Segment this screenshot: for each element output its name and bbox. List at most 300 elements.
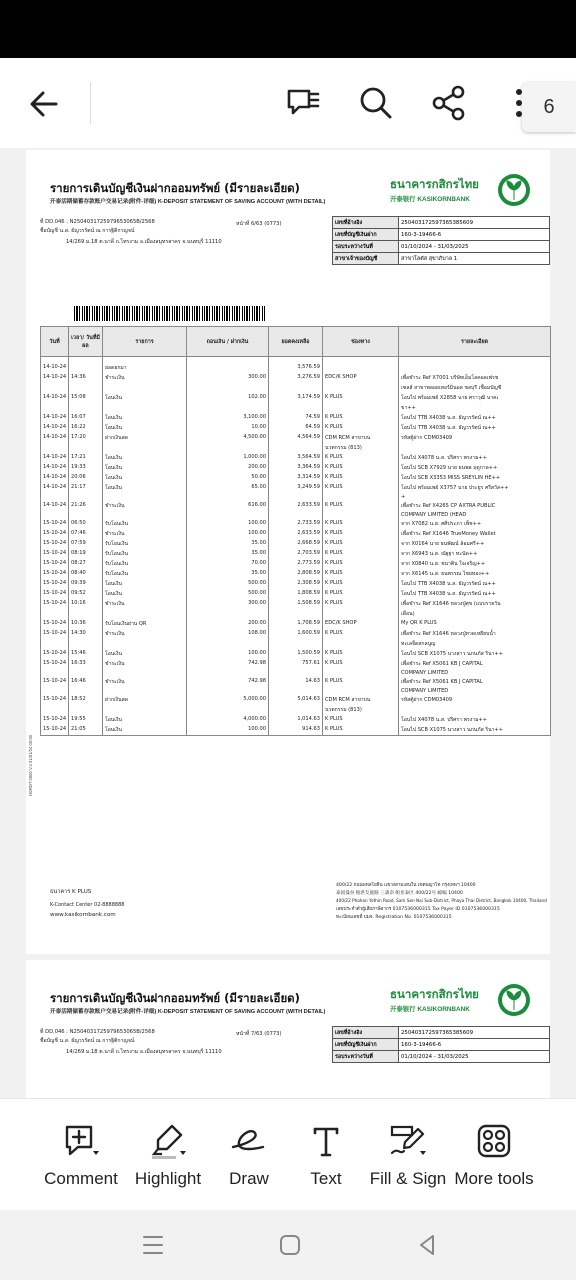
table-cell: COMPANY LIMITED (HEAD: [399, 511, 551, 519]
table-cell: K PLUS: [323, 629, 399, 639]
table-cell: โอนไป TTB X4038 น.ส. ธัญวรรัตน์ ณ++: [399, 589, 551, 599]
table-cell: 14:36: [69, 373, 103, 383]
table-cell: K PLUS: [323, 483, 399, 493]
table-cell: โอนไป X4078 น.ส. ปริศรา พรงาม++: [399, 715, 551, 725]
table-cell: เพื่อชำระ Ref X5061 KB J CAPITAL: [399, 659, 551, 669]
table-cell: K PLUS: [323, 725, 399, 736]
table-cell: 16:46: [69, 677, 103, 687]
table-cell: โอนไป TTB X4038 น.ส. ธัญวรรัตน์ ณ++: [399, 413, 551, 423]
table-cell: 64.59: [269, 423, 323, 433]
table-cell: โอนเงิน: [103, 579, 187, 589]
comment-add-icon: [61, 1121, 101, 1161]
table-cell: 07:46: [69, 529, 103, 539]
table-row: [41, 589, 551, 599]
table-cell: 15-10-24: [41, 599, 69, 609]
table-cell: 100.00: [187, 519, 269, 529]
table-cell: 14.63: [269, 677, 323, 687]
table-cell: 19:55: [69, 715, 103, 725]
table-cell: 2,733.59: [269, 519, 323, 529]
table-cell: 15-10-24: [41, 559, 69, 569]
table-cell: รับโอนเงิน: [103, 569, 187, 579]
table-cell: นวตกรรม (813): [323, 443, 399, 453]
table-cell: [399, 705, 551, 715]
table-cell: 3,314.59: [269, 473, 323, 483]
table-cell: [323, 639, 399, 649]
table-cell: [41, 443, 69, 453]
table-cell: จาก X6145 น.ส. ธนพรรณ ไชยทอง++: [399, 569, 551, 579]
table-cell: เพื่อชำระ Ref X1646 หลวงปู่ทวดเหยียบน้ำ: [399, 629, 551, 639]
table-cell: EDC/K SHOP: [323, 373, 399, 383]
table-row: [41, 463, 551, 473]
table-cell: 14-10-24: [41, 501, 69, 511]
share-icon[interactable]: [430, 84, 468, 122]
table-row: [41, 649, 551, 659]
footer-contact: K-Contact Center 02-8888888: [50, 902, 125, 908]
table-row: [41, 639, 551, 649]
table-cell: จาก X0164 นาย ธนพัฒน์ ล้อมศรี++: [399, 539, 551, 549]
table-row: [41, 393, 551, 403]
table-row: [41, 599, 551, 609]
table-cell: 08:27: [69, 559, 103, 569]
table-cell: [103, 403, 187, 413]
kbank-logo-icon: [496, 172, 532, 208]
table-cell: 15-10-24: [41, 529, 69, 539]
table-cell: K PLUS: [323, 529, 399, 539]
table-cell: 108.00: [187, 629, 269, 639]
table-cell: 15-10-24: [41, 695, 69, 705]
table-cell: 07:59: [69, 539, 103, 549]
account-name-p7: ชื่อบัญชี น.ส. ธัญวรรัตน์ ณ การฐิติกาญจน์: [40, 1038, 135, 1044]
table-cell: 14:30: [69, 629, 103, 639]
table-cell: 35.00: [187, 539, 269, 549]
table-cell: 20:06: [69, 473, 103, 483]
table-cell: 21:17: [69, 483, 103, 493]
table-cell: เดือน): [399, 609, 551, 619]
table-cell: ชำระเงิน: [103, 599, 187, 609]
table-cell: ชำระเงิน: [103, 529, 187, 539]
barcode: [74, 306, 266, 321]
recent-apps-icon[interactable]: [140, 1232, 166, 1258]
column-header: วันที่: [41, 327, 69, 357]
table-cell: 14-10-24: [41, 393, 69, 403]
kbank-logo-icon: [496, 982, 532, 1018]
home-icon[interactable]: [277, 1232, 303, 1258]
table-row: [41, 473, 551, 483]
table-cell: 16:22: [69, 423, 103, 433]
document-viewer[interactable]: [0, 148, 576, 1098]
table-cell: [323, 687, 399, 695]
table-cell: เพื่อชำระ Ref X5061 KB J CAPITAL: [399, 677, 551, 687]
table-cell: 500.00: [187, 579, 269, 589]
column-header: รายละเอียด: [399, 327, 551, 357]
table-cell: [187, 687, 269, 695]
table-cell: 15:08: [69, 393, 103, 403]
table-cell: โอนไป X4078 น.ส. ปริศรา พรงาม++: [399, 453, 551, 463]
table-cell: นวตกรรม (813): [323, 705, 399, 715]
table-cell: โอนเงิน: [103, 463, 187, 473]
table-cell: 06:50: [69, 519, 103, 529]
table-cell: 08:40: [69, 569, 103, 579]
table-cell: 100.00: [187, 529, 269, 539]
table-cell: 3,100.00: [187, 413, 269, 423]
table-cell: COMPANY LIMITED: [399, 669, 551, 677]
table-cell: [103, 669, 187, 677]
table-cell: 19:33: [69, 463, 103, 473]
table-cell: เซลส์ สาขาพลอยเทอร์มินอล ชลบุรี เชื่อมบัญชี: [399, 383, 551, 393]
table-row: [41, 501, 551, 511]
table-row: [41, 659, 551, 669]
table-cell: ชำระเงิน: [103, 677, 187, 687]
table-cell: 200.00: [187, 463, 269, 473]
table-cell: [69, 403, 103, 413]
statement-page-number: หน้าที่ 6/63 (0773): [236, 221, 282, 227]
table-cell: K PLUS: [323, 519, 399, 529]
statement-title-p7: รายการเดินบัญชีเงินฝากออมทรัพย์ (มีรายละเอียด): [50, 991, 300, 1005]
table-cell: ยอดยกมา: [103, 363, 187, 373]
table-cell: [41, 511, 69, 519]
table-cell: 65.00: [187, 483, 269, 493]
table-cell: K PLUS: [323, 501, 399, 511]
statement-subtitle-p7: 开泰活期储蓄存款账户交易记录(附件-详细) K-DEPOSIT STATEMENT OF SAVING ACCOUNT (WITH DETAIL): [50, 1009, 326, 1015]
table-cell: 5,000.00: [187, 695, 269, 705]
table-cell: 300.00: [187, 373, 269, 383]
table-cell: K PLUS: [323, 559, 399, 569]
table-cell: 1,508.59: [269, 599, 323, 609]
table-cell: 14-10-24: [41, 453, 69, 463]
table-cell: โอนเงิน: [103, 393, 187, 403]
table-cell: 2,633.59: [269, 501, 323, 511]
table-cell: 3,576.59: [269, 363, 323, 373]
table-cell: COMPANY LIMITED: [399, 687, 551, 695]
table-row: [41, 413, 551, 423]
table-cell: เพื่อชำระ Ref X1646 TrueMoney Wallet: [399, 529, 551, 539]
pdf-page-7: [26, 960, 550, 1098]
draw-tool[interactable]: Draw: [199, 1121, 299, 1201]
account-address-p7: 14/269 ม.18 ต.นาดี ถ.ไทรงาม อ.เมืองสมุทรสาคร จ.นนทบุรี 11110: [66, 1049, 222, 1055]
table-cell: 35.00: [187, 569, 269, 579]
table-cell: โอนเงิน: [103, 589, 187, 599]
table-cell: โอนไป พร้อมเพย์ X2858 นาย ศราวุฒิ นาคเ: [399, 393, 551, 403]
table-cell: 08:19: [69, 549, 103, 559]
highlighter-icon: [148, 1121, 188, 1161]
table-cell: 2,308.59: [269, 579, 323, 589]
table-row: [41, 715, 551, 725]
table-cell: [41, 493, 69, 501]
more-tools[interactable]: More tools: [444, 1121, 544, 1201]
table-row: [41, 677, 551, 687]
table-cell: โอนเงิน: [103, 483, 187, 493]
table-cell: [103, 639, 187, 649]
table-cell: [187, 639, 269, 649]
table-cell: เพื่อชำระ Ref X4265 CP AXTRA PUBLIC: [399, 501, 551, 511]
account-name: ชื่อบัญชี น.ส. ธัญวรรัตน์ ณ การฐิติกาญจน์: [40, 228, 135, 234]
table-cell: 35.00: [187, 549, 269, 559]
table-cell: 16:07: [69, 413, 103, 423]
table-cell: 15-10-24: [41, 649, 69, 659]
table-cell: 74.59: [269, 413, 323, 423]
table-cell: [41, 669, 69, 677]
table-cell: K PLUS: [323, 549, 399, 559]
table-cell: 15-10-24: [41, 629, 69, 639]
table-cell: โอนเงิน: [103, 423, 187, 433]
table-cell: จาก X7082 น.ส. ศศิประภา เพ็ช++: [399, 519, 551, 529]
table-cell: [41, 687, 69, 695]
text-tool[interactable]: Text: [276, 1121, 376, 1201]
table-cell: 18:52: [69, 695, 103, 705]
table-row: [41, 695, 551, 705]
table-cell: ฝากเงินสด: [103, 433, 187, 443]
table-cell: 14-10-24: [41, 433, 69, 443]
table-cell: 21:05: [69, 725, 103, 736]
table-cell: 14-10-24: [41, 483, 69, 493]
page-indicator: 6: [522, 82, 576, 132]
table-cell: [399, 443, 551, 453]
fill-sign-pen-icon: [388, 1121, 428, 1161]
statement-ref: ที่ DD.046 : N2504031725979653065B/2568: [40, 219, 155, 225]
footer-kplus: ธนาคาร K PLUS: [50, 889, 92, 895]
footer-address-cn: 泰国曼谷 帕洪友庭路 三森奈 帕亚泰区 400/22号 邮编 10400: [336, 891, 463, 896]
bottom-toolbar: [0, 1098, 576, 1210]
table-cell: [323, 363, 399, 373]
table-cell: 14-10-24: [41, 363, 69, 373]
table-cell: 10:16: [69, 599, 103, 609]
statement-ref-p7: ที่ DD.046 : N2504031725979653065B/2568: [40, 1029, 155, 1035]
table-cell: 10.00: [187, 423, 269, 433]
table-cell: [103, 443, 187, 453]
table-cell: 757.61: [269, 659, 323, 669]
table-cell: 15-10-24: [41, 715, 69, 725]
table-cell: [103, 493, 187, 501]
table-cell: 14-10-24: [41, 423, 69, 433]
table-cell: [103, 687, 187, 695]
table-cell: 3,249.59: [269, 483, 323, 493]
table-cell: [69, 687, 103, 695]
table-row: [41, 373, 551, 383]
table-cell: 3,564.59: [269, 453, 323, 463]
table-cell: 15-10-24: [41, 579, 69, 589]
table-cell: 300.00: [187, 599, 269, 609]
table-cell: 2,633.59: [269, 529, 323, 539]
table-cell: 1,014.63: [269, 715, 323, 725]
table-cell: K PLUS: [323, 423, 399, 433]
table-cell: [69, 705, 103, 715]
back-arrow-icon[interactable]: [26, 86, 62, 122]
table-cell: [103, 511, 187, 519]
table-cell: 09:52: [69, 589, 103, 599]
table-cell: 1,708.59: [269, 619, 323, 629]
table-cell: รับโอนเงิน: [103, 559, 187, 569]
table-cell: [41, 609, 69, 619]
table-cell: 616.00: [187, 501, 269, 511]
comment-tool[interactable]: Comment: [31, 1121, 131, 1201]
table-cell: โอนเงิน: [103, 453, 187, 463]
table-cell: [187, 493, 269, 501]
table-cell: 14-10-24: [41, 373, 69, 383]
table-cell: [103, 705, 187, 715]
table-row: [41, 423, 551, 433]
table-cell: [187, 669, 269, 677]
column-header: ช่องทาง: [323, 327, 399, 357]
nav-back-icon[interactable]: [414, 1232, 440, 1258]
table-cell: [269, 383, 323, 393]
table-cell: 1,808.59: [269, 589, 323, 599]
table-row: [41, 629, 551, 639]
table-cell: [69, 383, 103, 393]
table-cell: ชำระเงิน: [103, 629, 187, 639]
statement-title: รายการเดินบัญชีเงินฝากออมทรัพย์ (มีรายละเอียด): [50, 181, 300, 195]
table-row: [41, 363, 551, 373]
table-cell: โอนเงิน: [103, 725, 187, 736]
table-cell: CDM RCM สาขาบน: [323, 433, 399, 443]
table-cell: 4,000.00: [187, 715, 269, 725]
table-cell: [103, 383, 187, 393]
table-row: [41, 579, 551, 589]
table-cell: 3,174.59: [269, 393, 323, 403]
transaction-table: [40, 326, 551, 736]
table-cell: K PLUS: [323, 413, 399, 423]
table-cell: My QR K PLUS: [399, 619, 551, 629]
bank-name-th-p7: ธนาคารกสิกรไทย: [390, 987, 479, 1001]
table-row: [41, 539, 551, 549]
table-cell: [323, 669, 399, 677]
table-cell: 15-10-24: [41, 659, 69, 669]
draw-scribble-icon: [229, 1121, 269, 1161]
table-cell: +: [399, 493, 551, 501]
table-row: [41, 559, 551, 569]
table-cell: [323, 403, 399, 413]
table-cell: 15-10-24: [41, 589, 69, 599]
column-header: ถอนเงิน / ฝากเงิน: [187, 327, 269, 357]
table-cell: [323, 609, 399, 619]
table-cell: 742.98: [187, 659, 269, 669]
account-info-table: เลขที่อ้างอิง 250403172597365385609 เลขที่บัญชีเงินฝาก 160-3-19466-6 รอบระหว่างวันที่ 01/10/2024 - 31/03/2025 สาขาเจ้าของบัญชี สาขาโลตัส สุขาภิบาล 1: [332, 216, 550, 265]
column-header: รายการ: [103, 327, 187, 357]
table-cell: 500.00: [187, 589, 269, 599]
table-cell: K PLUS: [323, 473, 399, 483]
table-cell: [69, 609, 103, 619]
table-cell: รหัสตู้ฝาก CDM03409: [399, 433, 551, 443]
table-cell: [69, 363, 103, 373]
table-cell: 1,000.00: [187, 453, 269, 463]
table-cell: 1,500.59: [269, 649, 323, 659]
side-note: HSRDT 0000 V.4 01/01/24 00:00: [28, 735, 33, 796]
table-cell: 17:20: [69, 433, 103, 443]
table-cell: [69, 443, 103, 453]
table-cell: โอนไป พร้อมเพย์ X3757 นาย ประยูร ศรีสวัส++: [399, 483, 551, 493]
table-cell: 742.98: [187, 677, 269, 687]
table-cell: ชำระเงิน: [103, 659, 187, 669]
toolbar-divider: [90, 82, 91, 124]
statement-page-number-p7: หน้าที่ 7/63 (0773): [236, 1031, 282, 1037]
table-cell: โอนไป TTB X4038 น.ส. ธัญวรรัตน์ ณ++: [399, 579, 551, 589]
table-cell: [399, 363, 551, 373]
status-bar: [0, 0, 576, 58]
table-cell: K PLUS: [323, 659, 399, 669]
table-cell: 2,703.59: [269, 549, 323, 559]
table-cell: 15-10-24: [41, 619, 69, 629]
table-row: [41, 483, 551, 493]
bank-name-th: ธนาคารกสิกรไทย: [390, 177, 479, 191]
table-cell: 3,364.59: [269, 463, 323, 473]
table-cell: 1,600.59: [269, 629, 323, 639]
table-cell: 70.00: [187, 559, 269, 569]
table-cell: 4,564.59: [269, 433, 323, 443]
table-cell: 914.63: [269, 725, 323, 736]
fill-sign-tool[interactable]: Fill & Sign: [358, 1121, 458, 1201]
highlight-tool[interactable]: Highlight: [118, 1121, 218, 1201]
table-row: [41, 443, 551, 453]
table-cell: [269, 493, 323, 501]
table-row: [41, 549, 551, 559]
table-cell: ทะเลจืดสกลนูญ: [399, 639, 551, 649]
more-tools-grid-icon: [474, 1121, 514, 1161]
table-cell: 14-10-24: [41, 413, 69, 423]
table-cell: 15:46: [69, 649, 103, 659]
table-cell: [103, 609, 187, 619]
table-cell: 2,668.59: [269, 539, 323, 549]
comments-icon[interactable]: [284, 84, 322, 122]
table-cell: 15-10-24: [41, 539, 69, 549]
footer-tax-id: เลขประจำตัวผู้เสียภาษีอากร 0107536000315 Tax Payer ID 0107536000315: [336, 907, 500, 912]
search-icon[interactable]: [357, 84, 395, 122]
table-cell: [41, 705, 69, 715]
table-cell: [69, 669, 103, 677]
table-cell: โอนเงิน: [103, 413, 187, 423]
table-row: [41, 705, 551, 715]
table-cell: 15-10-24: [41, 569, 69, 579]
table-cell: K PLUS: [323, 569, 399, 579]
table-cell: K PLUS: [323, 463, 399, 473]
table-cell: 15-10-24: [41, 677, 69, 687]
bank-name-en-p7: 开泰银行 KASIKORNBANK: [390, 1006, 470, 1013]
bank-name-en: 开泰银行 KASIKORNBANK: [390, 196, 470, 203]
table-cell: 100.00: [187, 725, 269, 736]
table-cell: ขา++: [399, 403, 551, 413]
table-cell: 09:39: [69, 579, 103, 589]
table-cell: 200.00: [187, 619, 269, 629]
table-cell: [323, 511, 399, 519]
table-row: [41, 619, 551, 629]
table-cell: 14-10-24: [41, 463, 69, 473]
table-cell: โอนไป SCB X1075 นางสาว นภนภัส รินา++: [399, 649, 551, 659]
table-cell: [269, 403, 323, 413]
table-cell: 5,014.63: [269, 695, 323, 705]
table-cell: 15-10-24: [41, 519, 69, 529]
table-cell: จาก X0840 น.ส. ชนาติน ใจเจริญ++: [399, 559, 551, 569]
footer-address-en: 400/22 Phahon Yothin Road, Sam Sen Nai Sub-District, Phaya Thai District, Bangkok 10400, Thailand: [336, 898, 547, 903]
table-cell: ฝากเงินสด: [103, 695, 187, 705]
table-cell: [187, 443, 269, 453]
table-cell: 50.00: [187, 473, 269, 483]
table-cell: [187, 403, 269, 413]
table-cell: [269, 687, 323, 695]
footer-address-th: 400/22 ถนนพหลโยธิน แขวงสามเสนใน เขตพญาไท กรุงเทพฯ 10400: [336, 883, 476, 888]
table-cell: รหัสตู้ฝาก CDM03409: [399, 695, 551, 705]
table-cell: [323, 383, 399, 393]
table-cell: K PLUS: [323, 677, 399, 687]
table-cell: K PLUS: [323, 539, 399, 549]
account-address: 14/269 ม.18 ต.นาดี ถ.ไทรงาม อ.เมืองสมุทรสาคร จ.นนทบุรี 11110: [66, 239, 222, 245]
table-cell: เพื่อชำระ Ref X7001 บริษัทเอ็มโลคอลเฟรช: [399, 373, 551, 383]
table-cell: โอนไป TTB X4038 น.ส. ธัญวรรัตน์ ณ++: [399, 423, 551, 433]
table-cell: [269, 705, 323, 715]
table-cell: 10:36: [69, 619, 103, 629]
table-cell: [69, 511, 103, 519]
table-cell: [187, 383, 269, 393]
table-cell: โอนเงิน: [103, 715, 187, 725]
table-row: [41, 569, 551, 579]
table-cell: 2,808.59: [269, 569, 323, 579]
